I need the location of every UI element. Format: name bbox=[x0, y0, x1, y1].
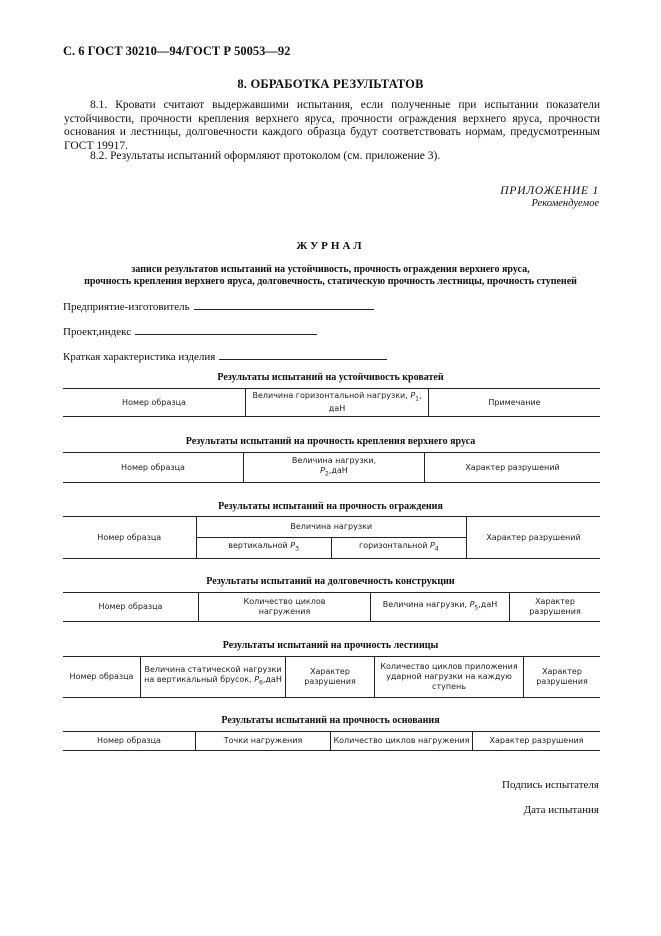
table-ladder-title: Результаты испытаний на прочность лестницы bbox=[222, 640, 439, 651]
table-fence-col-load: Величина нагрузки bbox=[196, 517, 466, 538]
table-stability-col-note: Примечание bbox=[429, 389, 601, 417]
symbol-p: P bbox=[469, 600, 475, 610]
symbol-sub: 5 bbox=[474, 604, 479, 612]
table-stability-col-load bbox=[246, 389, 429, 417]
symbol-sub: 2 bbox=[325, 470, 329, 478]
journal-subtitle-line-1: записи результатов испытаний на устойчивость, прочность ограждения верхнего яруса, bbox=[131, 264, 530, 275]
field-manufacturer-line bbox=[194, 298, 374, 310]
symbol-sub: 1 bbox=[415, 395, 419, 403]
symbol-p: P bbox=[430, 541, 435, 551]
table-durability-col-load bbox=[371, 593, 510, 622]
table-upper-fastening-col-load bbox=[244, 453, 425, 483]
table-ladder-col-damage-1: Характер разрушения bbox=[286, 657, 375, 698]
table-fence-col-horizontal-text: горизонтальной bbox=[358, 541, 428, 551]
table-upper-fastening-title: Результаты испытаний на прочность крепления верхнего яруса bbox=[185, 436, 476, 447]
paragraph-8-1-text: 8.1. Кровати считают выдержавшими испытания, если полученные при испытании показатели устойчивости, прочности крепления верхнего яруса, прочности ограждения верхнего яруса, прочности основания и лестницы, долговечности каждого образца будут соответствовать нормам, предусмотренным ГОСТ 19917. bbox=[64, 99, 600, 152]
table-stability-col-sample: Номер образца bbox=[63, 389, 246, 417]
table-durability-title: Результаты испытаний на долговечность конструкции bbox=[206, 576, 455, 587]
symbol-sub: 6 bbox=[259, 679, 263, 687]
table-base-col-sample: Номер образца bbox=[63, 732, 196, 751]
table-stability-col-load-comma: , bbox=[418, 390, 422, 400]
paragraph-8-2 bbox=[64, 150, 600, 164]
table-ladder-col-static-load bbox=[141, 657, 286, 698]
table-ladder-col-static-load-text: Величина статической нагрузки на вертикальный брусок, bbox=[144, 665, 282, 685]
field-manufacturer-label: Предприятие-изготовитель bbox=[63, 301, 190, 313]
table-durability-col-load-unit: ,даН bbox=[478, 600, 498, 610]
table-durability-col-sample: Номер образца bbox=[63, 593, 199, 622]
table-ladder-col-sample: Номер образца bbox=[63, 657, 141, 698]
symbol-p: P bbox=[320, 465, 325, 475]
signature-label: Подпись испытателя bbox=[502, 779, 599, 791]
table-stability bbox=[63, 388, 600, 417]
table-base bbox=[63, 731, 600, 751]
table-base-title: Результаты испытаний на прочность основания bbox=[221, 715, 440, 726]
table-durability-col-load-text: Величина нагрузки, bbox=[382, 600, 468, 610]
table-upper-fastening-col-load-text: Величина нагрузки, bbox=[291, 455, 377, 465]
symbol-p: P bbox=[410, 390, 416, 400]
appendix-subtitle: Рекомендуемое bbox=[531, 198, 599, 209]
table-fence-col-vertical bbox=[196, 538, 331, 559]
table-upper-fastening-col-damage: Характер разрушений bbox=[425, 453, 601, 483]
table-fence-col-damage: Характер разрушений bbox=[467, 517, 601, 559]
table-base-col-damage: Характер разрушения bbox=[473, 732, 601, 751]
section-title: 8. ОБРАБОТКА РЕЗУЛЬТАТОВ bbox=[237, 77, 424, 91]
table-fence-col-vertical-text: вертикальной bbox=[228, 541, 288, 551]
appendix-title: ПРИЛОЖЕНИЕ 1 bbox=[500, 185, 599, 197]
date-label: Дата испытания bbox=[523, 804, 599, 816]
journal-title: ЖУРНАЛ bbox=[296, 240, 365, 252]
field-project-label: Проект,индекс bbox=[63, 326, 132, 338]
paragraph-8-2-text: 8.2. Результаты испытаний оформляют протоколом (см. приложение 3). bbox=[90, 150, 441, 162]
field-project bbox=[63, 323, 317, 338]
symbol-sub: 4 bbox=[434, 545, 439, 553]
symbol-p: P bbox=[254, 675, 260, 685]
field-project-line bbox=[135, 323, 317, 335]
table-fence bbox=[63, 516, 600, 559]
table-stability-col-load-text: Величина горизонтальной нагрузки, bbox=[252, 390, 408, 400]
table-ladder-col-impact-cycles: Количество циклов приложения ударной нагрузки на каждую ступень bbox=[375, 657, 524, 698]
table-stability-title: Результаты испытаний на устойчивость кроватей bbox=[217, 372, 444, 383]
table-durability bbox=[63, 592, 600, 622]
table-base-col-cycles: Количество циклов нагружения bbox=[331, 732, 473, 751]
table-upper-fastening bbox=[63, 452, 600, 483]
field-manufacturer bbox=[63, 298, 374, 313]
field-description-line bbox=[219, 348, 387, 360]
journal-subtitle bbox=[60, 264, 601, 288]
table-fence-col-horizontal bbox=[331, 538, 466, 559]
table-base-col-points: Точки нагружения bbox=[196, 732, 331, 751]
table-ladder-col-damage-2: Характер разрушения bbox=[524, 657, 601, 698]
table-stability-col-load-unit: даН bbox=[328, 404, 346, 414]
table-durability-col-damage: Характер разрушения bbox=[510, 593, 601, 622]
table-upper-fastening-col-load-unit: ,даН bbox=[328, 465, 348, 475]
field-description bbox=[63, 348, 387, 363]
table-fence-title: Результаты испытаний на прочность ограждения bbox=[218, 501, 443, 512]
page-header: С. 6 ГОСТ 30210—94/ГОСТ Р 50053—92 bbox=[63, 44, 291, 58]
field-description-label: Краткая характеристика изделия bbox=[63, 351, 216, 363]
table-upper-fastening-col-sample: Номер образца bbox=[63, 453, 244, 483]
table-durability-col-cycles: Количество циклов нагружения bbox=[199, 593, 371, 622]
symbol-sub: 3 bbox=[295, 545, 299, 553]
symbol-p: P bbox=[290, 541, 296, 551]
table-fence-col-sample: Номер образца bbox=[63, 517, 196, 559]
table-ladder-col-static-load-unit: ,даН bbox=[262, 675, 282, 685]
table-ladder bbox=[63, 656, 600, 698]
journal-subtitle-line-2: прочность крепления верхнего яруса, долговечность, статическую прочность лестницы, прочность ступеней bbox=[84, 276, 577, 287]
paragraph-8-1 bbox=[64, 99, 600, 153]
